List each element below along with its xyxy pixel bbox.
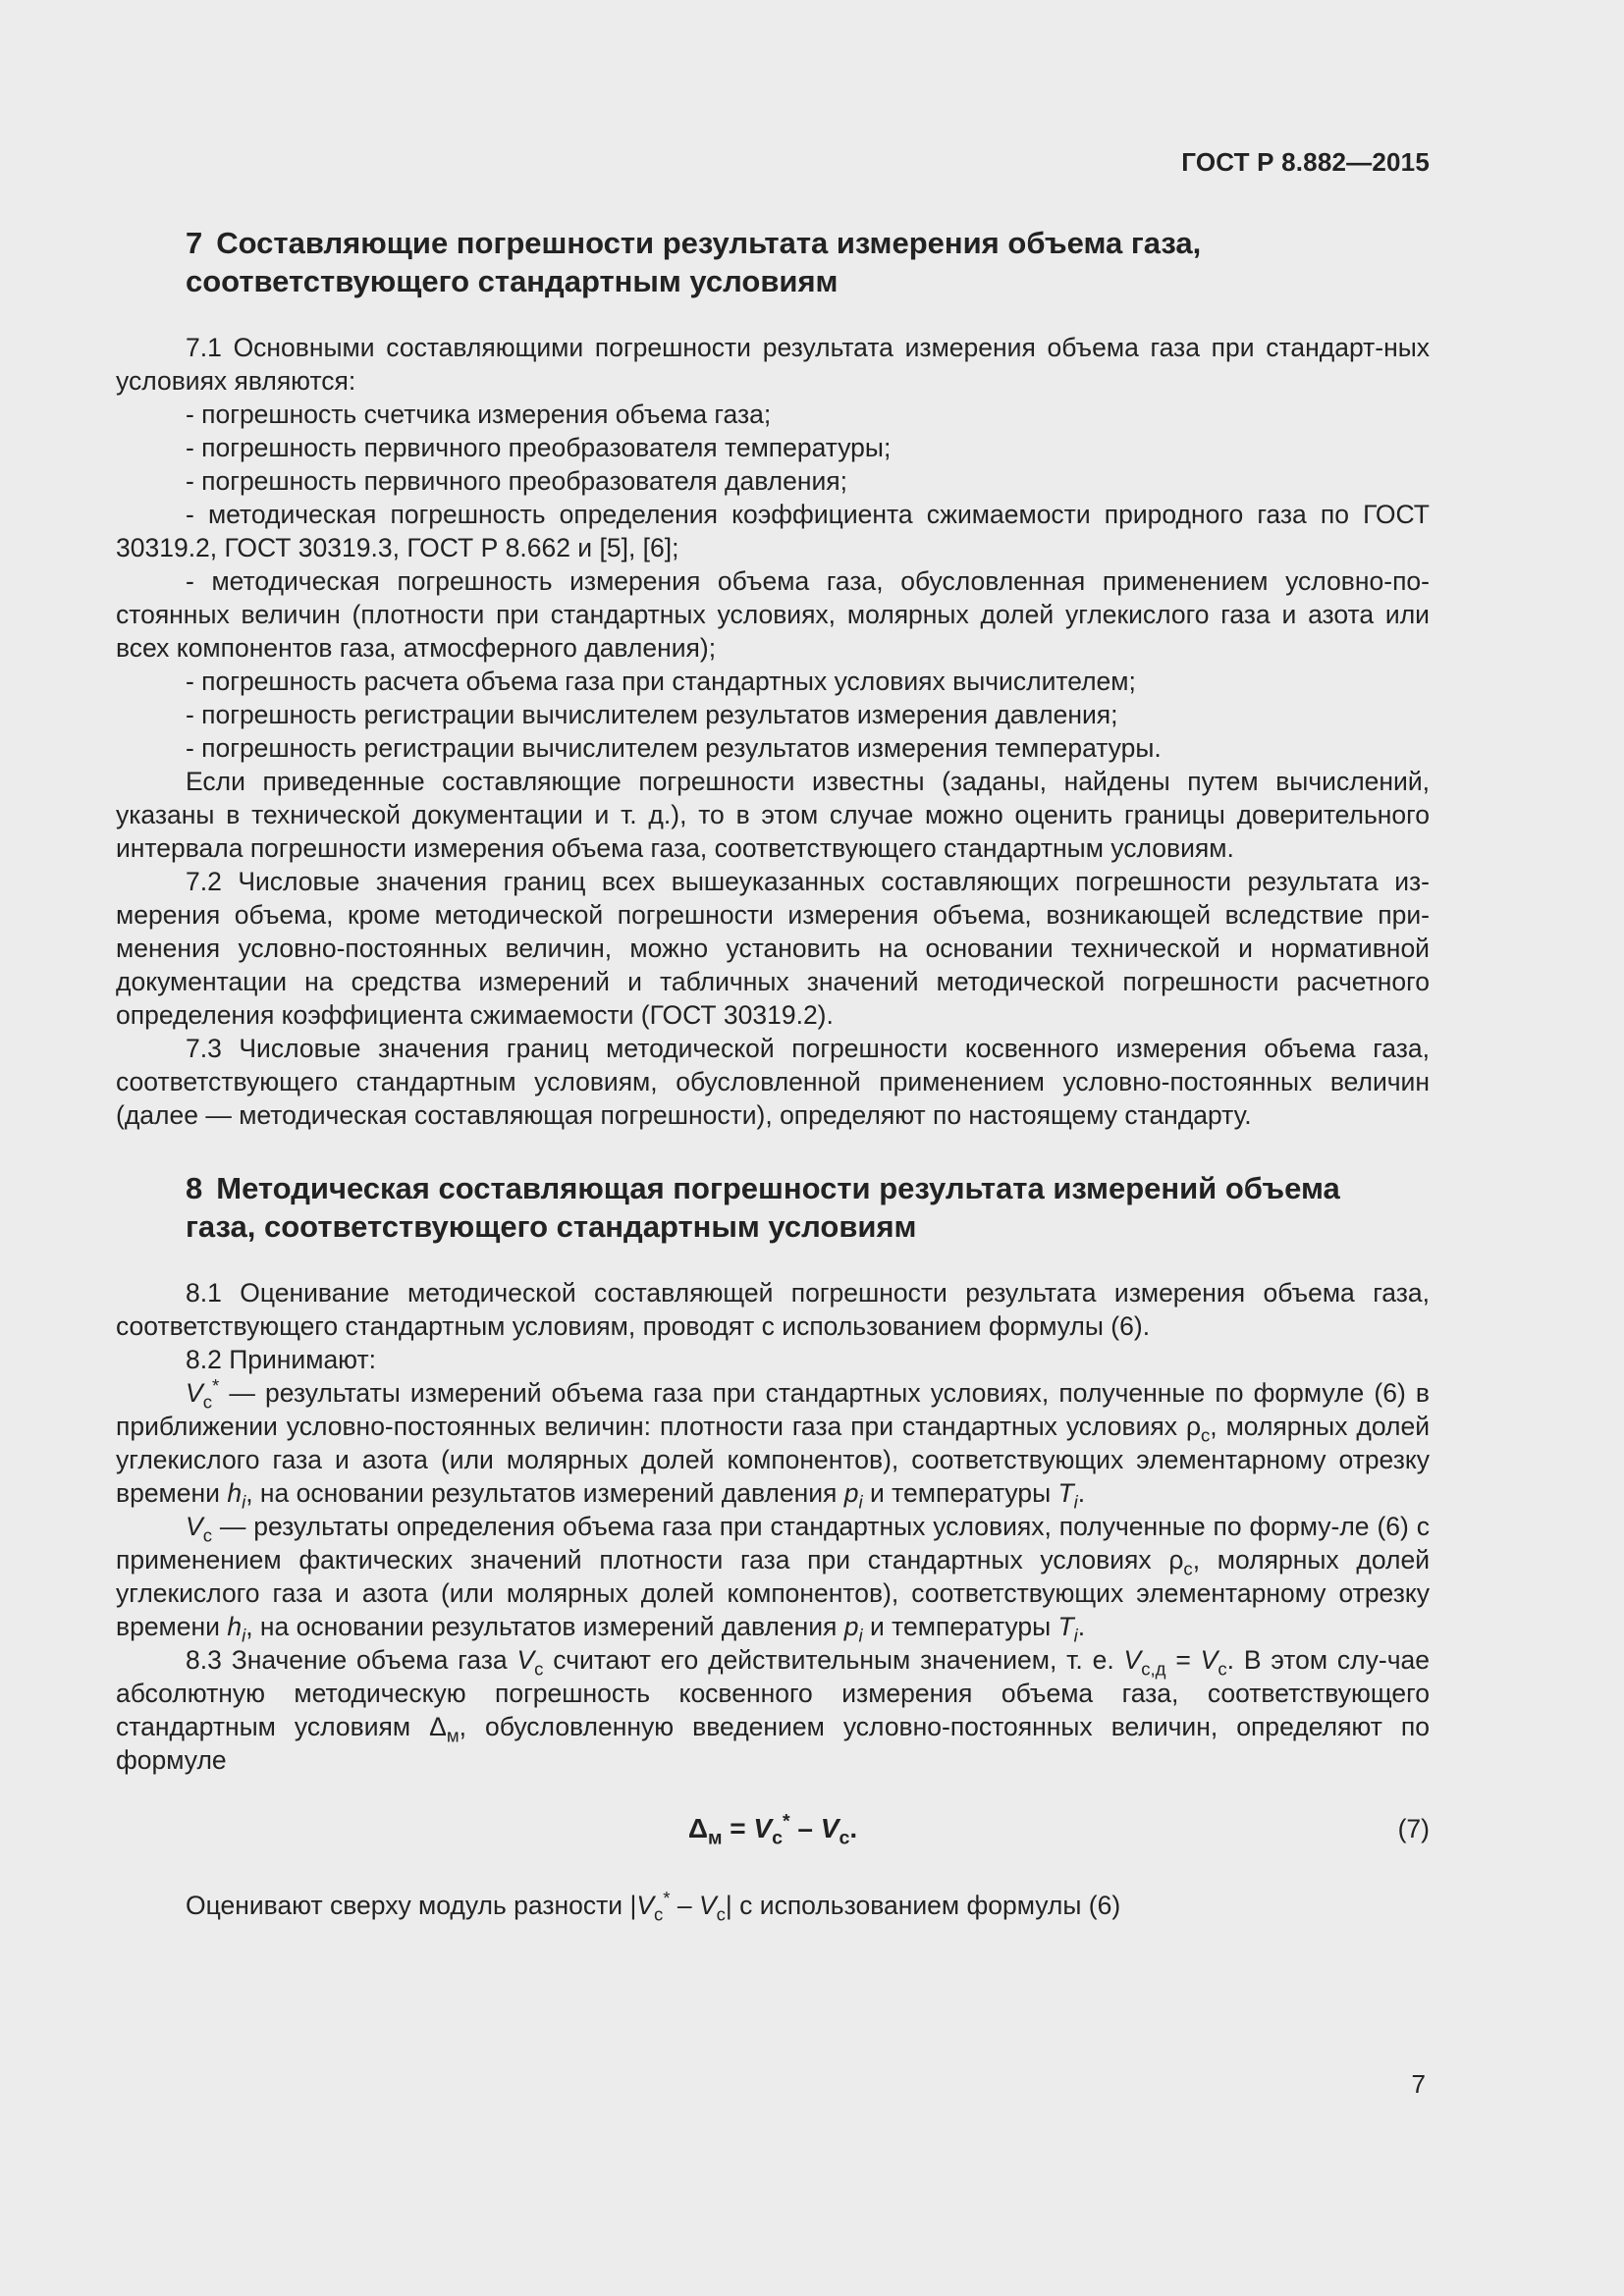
list-item: - погрешность первичного преобразователя давления; (186, 466, 848, 496)
list-item: - методическая погрешность определения коэффициента сжимаемости природного газа по ГОСТ 30319.2, ГОСТ 30319.3, ГОСТ Р 8.662 и [5], [6]; (116, 500, 1430, 562)
list-item: - погрешность первичного преобразователя температуры; (186, 433, 892, 462)
paragraph-7-2: 7.2 Числовые значения границ всех вышеуказанных составляющих погрешности результата из-мерения объема, кроме методической погрешности измерения объема, возникающей вследствие при-менения условно-постоянных величин, можно установить на основании технической и нормативной документации на средства измерений и табличных значений методической погрешности расчетного определения коэффициента сжимаемости (ГОСТ 30319.2). (116, 867, 1430, 1030)
paragraph-7-1: 7.1 Основными составляющими погрешности результата измерения объема газа при стандарт-ных условиях являются: (116, 333, 1430, 396)
list-item: - погрешность расчета объема газа при стандартных условиях вычислителем; (186, 667, 1136, 696)
list-item: - методическая погрешность измерения объема газа, обусловленная применением условно-по-стоянных величин (плотности при стандартных условиях, молярных долей углекислого газа и азота или всех компонентов газа, атмосферного давления); (116, 566, 1430, 663)
formula-number: (7) (1397, 1814, 1430, 1843)
list-item: - погрешность регистрации вычислителем результатов измерения давления; (186, 700, 1118, 729)
section-title-line2: газа, соответствующего стандартным условиям (186, 1209, 917, 1244)
section-number: 8 (186, 1171, 203, 1205)
paragraph-last: Оценивают сверху модуль разности $|V_с^* - V_с|$ с использованием формулы (6) (186, 1888, 1121, 1925)
paragraph-vc: $V_с$ — результаты определения объема газа при стандартных условиях, полученные по форму-ле (6) с применением фактических значений плотности газа при стандартных условиях $\rho_с$, молярных долей углекислого газа и азота (или молярных долей компонентов), соответствующих элементарному отрезку времени $h_i$, на основании результатов измерений давления $p_i$ и температуры $T_i$. (116, 1512, 1430, 1646)
formula-7 (116, 1812, 1430, 1849)
document-header: ГОСТ Р 8.882—2015 (1181, 147, 1430, 177)
section-title-line2: соответствующего стандартным условиям (186, 264, 839, 298)
list-item: - погрешность счетчика измерения объема газа; (186, 400, 772, 429)
paragraph-7-3: 7.3 Числовые значения границ методической погрешности косвенного измерения объема газа, соответствующего стандартным условиям, обусловленной применением условно-постоянных величин (далее — методическая составляющая погрешности), определяют по настоящему стандарту. (116, 1034, 1430, 1130)
section-number: 7 (186, 226, 203, 260)
section-8-heading (116, 1169, 1430, 1246)
paragraph-if: Если приведенные составляющие погрешности известны (заданы, найдены путем вычислений, указаны в технической документации и т. д.), то в этом случае можно оценить границы доверительного интервала погрешности измерения объема газа, соответствующего стандартным условиям. (116, 767, 1430, 863)
formula-expression: $\Delta_м = V_с^* - V_с$. (687, 1810, 858, 1849)
paragraph-8-3: 8.3 Значение объема газа $V_с$ считают его действительным значением, т. е. $V_{с,д} = V_с$. В этом слу-чае абсолютную методическую погрешность косвенного измерения объема газа, соответствующего стандартным условиям $\Delta_м$, обусловленную введением условно-постоянных величин, определяют по формуле (116, 1645, 1431, 1775)
page-number: 7 (1411, 2069, 1426, 2099)
paragraph-vc-star: $V_с^*$ — результаты измерений объема газа при стандартных условиях, полученные по формуле (6) в приближении условно-постоянных величин: плотности газа при стандартных условиях $\rho_с$, молярных долей углекислого газа и азота (или молярных долей компонентов), соответствующих элементарному отрезку времени $h_i$, на основании результатов измерений давления $p_i$ и температуры $T_i$. (116, 1375, 1430, 1513)
paragraph-8-2: 8.2 Принимают: (186, 1345, 376, 1374)
paragraph-8-1: 8.1 Оценивание методической составляющей погрешности результата измерения объема газа, соответствующего стандартным условиям, проводят с использованием формулы (6). (116, 1278, 1430, 1341)
section-title-line1: Составляющие погрешности результата измерения объема газа, (216, 226, 1202, 260)
list-item: - погрешность регистрации вычислителем результатов измерения температуры. (186, 733, 1162, 763)
document-body (116, 224, 1431, 1925)
section-title-line1: Методическая составляющая погрешности результата измерений объема (216, 1171, 1340, 1205)
section-7-heading (116, 224, 1430, 300)
